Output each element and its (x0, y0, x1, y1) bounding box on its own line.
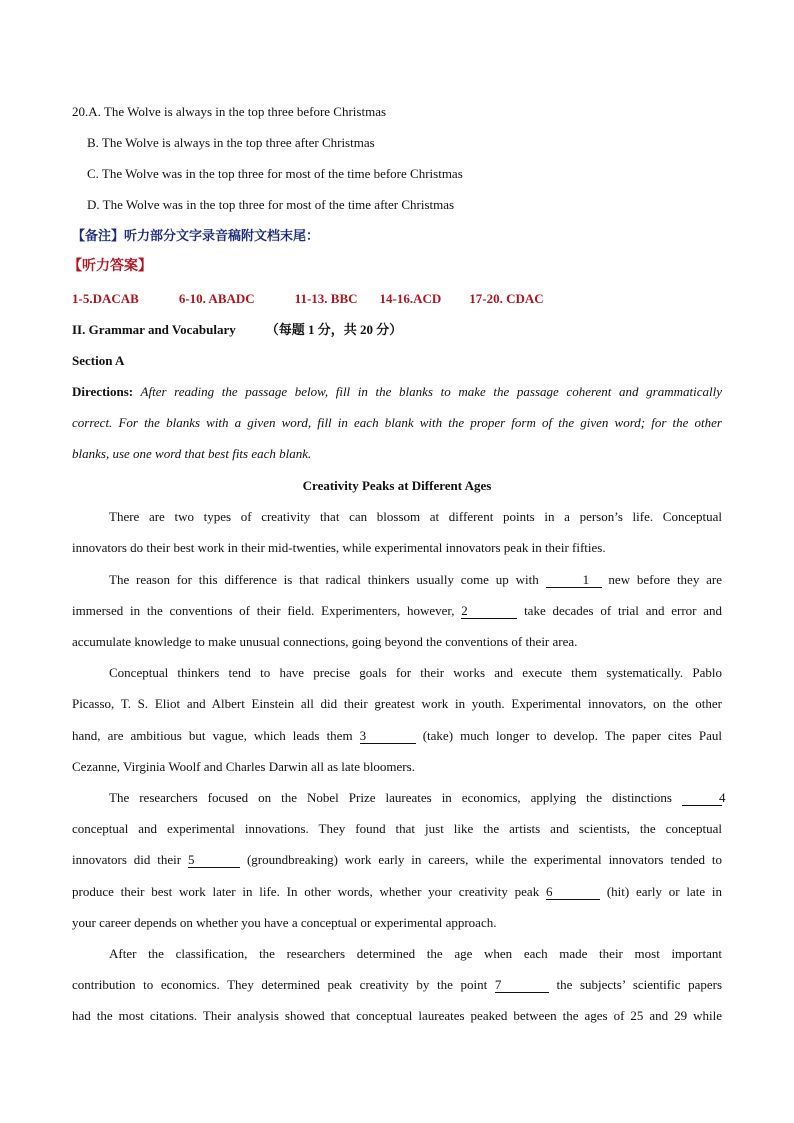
q20-option-b: B. The Wolve is always in the top three after Christmas (87, 135, 375, 150)
blank-7[interactable]: 7 (495, 978, 549, 993)
paragraph-line: hand, are ambitious but vague, which leads them 3 (take) much longer to develop. The paper cites Paul (72, 728, 723, 743)
paragraph-line: There are two types of creativity that can blossom at different points in a person’s life. Conceptual (109, 509, 722, 524)
section-score: （每题 1 分，共 20 分） (265, 322, 403, 337)
paragraph-line: contribution to economics. They determined peak creativity by the point 7 the subjects’ scientific papers (72, 977, 723, 992)
q20-option-d: D. The Wolve was in the top three for most of the time after Christmas (87, 197, 455, 212)
directions-line-3: blanks, use one word that best fits each blank. (72, 446, 312, 461)
blank-5[interactable]: 5 (188, 853, 240, 868)
blank-2[interactable]: 2 (461, 604, 517, 619)
answer-group: 14-16.ACD (379, 291, 442, 306)
blank-6[interactable]: 6 (546, 885, 600, 900)
directions-line-2: correct. For the blanks with a given word, fill in each blank with the proper form of the given word; for the other (72, 415, 722, 430)
paragraph-line: accumulate knowledge to make unusual connections, going beyond the conventions of their area. (72, 634, 578, 649)
answer-group: 6-10. ABADC (178, 291, 255, 306)
paragraph-line: innovators did their 5 (groundbreaking) work early in careers, while the experimental innovators tended to (72, 852, 723, 867)
note-text: 【备注】听力部分文字录音稿附文档末尾： (72, 228, 320, 243)
paragraph-line: had the most citations. Their analysis showed that conceptual laureates peaked between the ages of 25 and 29 while (72, 1008, 722, 1023)
paragraph-line: conceptual and experimental innovations. They found that just like the artists and scientists, the conceptual (72, 821, 722, 836)
blank-3[interactable]: 3 (360, 729, 416, 744)
q20-option-a: 20.A. The Wolve is always in the top three before Christmas (72, 104, 387, 119)
paragraph-line: Conceptual thinkers tend to have precise goals for their works and execute them systematically. Pablo (109, 665, 722, 680)
paragraph-line: produce their best work later in life. In other words, whether your creativity peak 6 (hit) early or late in (72, 884, 723, 899)
paragraph-line: The reason for this difference is that radical thinkers usually come up with 1 new before they are (109, 572, 723, 587)
answer-group: 17-20. CDAC (469, 291, 544, 306)
answer-key (72, 291, 584, 307)
blank-1[interactable]: 1 (546, 573, 602, 588)
paragraph-line: immersed in the conventions of their field. Experimenters, however, 2 take decades of trial and error and (72, 603, 723, 618)
paragraph-line: After the classification, the researchers determined the age when each made their most important (109, 946, 722, 961)
q20-option-c: C. The Wolve was in the top three for most of the time before Christmas (87, 166, 463, 181)
paragraph-line: innovators do their best work in their mid-twenties, while experimental innovators peak in their fifties. (72, 540, 606, 555)
section-title: II. Grammar and Vocabulary (72, 322, 236, 337)
paragraph-line: your career depends on whether you have a conceptual or experimental approach. (72, 915, 497, 930)
paragraph-line: Cezanne, Virginia Woolf and Charles Darwin all as late bloomers. (72, 759, 415, 774)
answer-group: 11-13. BBC (294, 291, 358, 306)
answers-title: 【听力答案】 (68, 259, 152, 274)
section-heading (72, 322, 402, 338)
section-a-label: Section A (72, 353, 125, 368)
directions-label: Directions: (72, 384, 134, 399)
directions-line-1: Directions: After reading the passage below, fill in the blanks to make the passage coherent and grammatically (72, 384, 722, 399)
passage-title: Creativity Peaks at Different Ages (302, 478, 492, 493)
blank-4[interactable]: 4 (682, 791, 722, 806)
paragraph-line: The researchers focused on the Nobel Prize laureates in economics, applying the distinctions 4 (109, 790, 726, 805)
answer-group: 1-5.DACAB (72, 291, 139, 306)
paragraph-line: Picasso, T. S. Eliot and Albert Einstein all did their greatest work in youth. Experimental innovators, on the other (72, 696, 722, 711)
